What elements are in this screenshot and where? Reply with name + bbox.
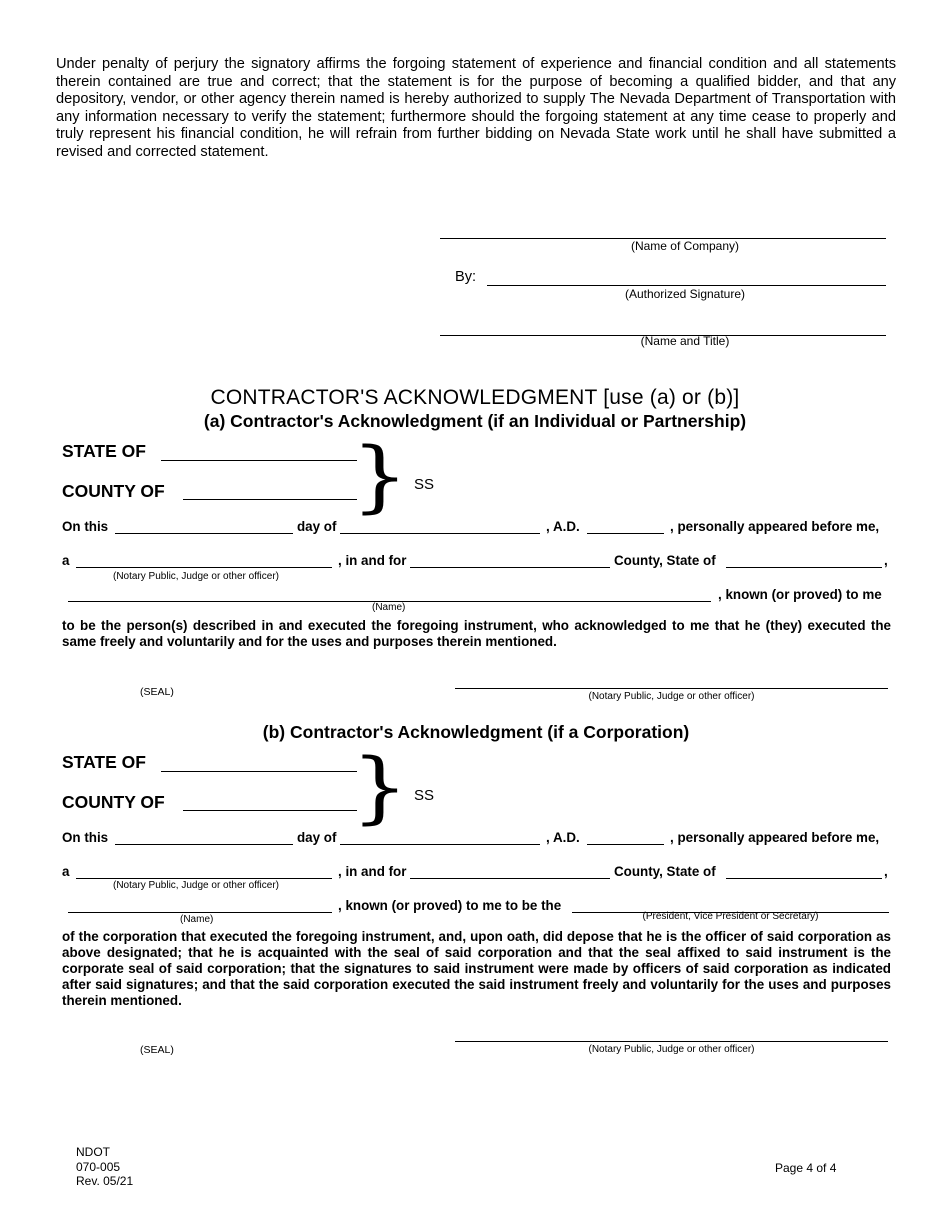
officer-caption: (Notary Public, Judge or other officer) — [113, 571, 280, 582]
a-label-b: a — [62, 864, 70, 879]
section-b-heading: (b) Contractor's Acknowledgment (if a Corporation) — [262, 722, 690, 742]
brace-icon-b: } — [351, 743, 409, 833]
on-this-label: On this — [62, 519, 109, 534]
state-of-label-b: STATE OF — [62, 752, 146, 772]
county-of-label-b: COUNTY OF — [62, 792, 165, 812]
name-caption-b: (Name) — [180, 914, 214, 925]
in-and-for-label-b: , in and for — [338, 864, 407, 879]
comma-b: , — [884, 864, 888, 879]
officer-caption-b: (Notary Public, Judge or other officer) — [113, 880, 280, 891]
name-title-caption: (Name and Title) — [640, 334, 730, 348]
intro-paragraph: Under penalty of perjury the signatory affirms the forgoing statement of experience and financial condition and all statements therein contained are true and correct; that the statement is for the purpose of becoming a qualified bidder, and that any depository, vendor, or other agency therein named is hereby authorized to supply The Nevada Department of Transportation with any information necessary to verify the statement; furthermore should the forgoing statement at any time cease to properly and truly represent his financial condition, he will refrain from further bidding on Nevada State work until he shall have submitted a revised and corrected statement. — [56, 56, 896, 160]
ad-label-b: , A.D. — [546, 830, 580, 845]
state-name-field[interactable] — [726, 567, 882, 568]
appeared-label: , personally appeared before me, — [670, 519, 880, 534]
footer-form-number: 070-005 — [76, 1160, 121, 1174]
a-label: a — [62, 553, 70, 568]
seal-a: (SEAL) — [140, 686, 174, 698]
day-field-b[interactable] — [115, 844, 293, 845]
state-field[interactable] — [161, 460, 357, 461]
by-label: By: — [455, 269, 477, 285]
month-field[interactable] — [340, 533, 540, 534]
company-caption: (Name of Company) — [630, 239, 740, 253]
name-field-b[interactable] — [68, 912, 332, 913]
county-state-of-label: County, State of — [614, 553, 716, 568]
acknowledgment-title: CONTRACTOR'S ACKNOWLEDGMENT [use (a) or (b)] — [210, 386, 740, 409]
in-and-for-label: , in and for — [338, 553, 407, 568]
authorized-signature-field[interactable] — [487, 285, 886, 286]
state-field-b[interactable] — [161, 771, 357, 772]
notary-signature-b[interactable] — [455, 1041, 888, 1042]
known-proved-label: , known (or proved) to me — [718, 587, 882, 602]
county-field[interactable] — [183, 499, 357, 500]
section-b-body: of the corporation that executed the foregoing instrument, and, upon oath, did depose that he is the officer of said corporation as above designated; that he is acquainted with the seal of said corporation and that the seal affixed to said instrument is the corporate seal of said corporation; that the signatures to said instrument were made by officers of said corporation as indicated after said signatures; and that the said corporation executed the said instrument freely and voluntarily for the uses and purposes therein mentioned. — [62, 929, 891, 1008]
county-name-field[interactable] — [410, 567, 610, 568]
county-field-b[interactable] — [183, 810, 357, 811]
day-field[interactable] — [115, 533, 293, 534]
signer-caption-a: (Notary Public, Judge or other officer) — [588, 691, 755, 702]
section-a-heading: (a) Contractor's Acknowledgment (if an Individual or Partnership) — [203, 411, 747, 431]
day-of-label: day of — [297, 519, 337, 534]
county-state-of-label-b: County, State of — [614, 864, 716, 879]
year-field[interactable] — [587, 533, 664, 534]
day-of-label-b: day of — [297, 830, 337, 845]
comma: , — [884, 553, 888, 568]
signer-caption-b: (Notary Public, Judge or other officer) — [588, 1044, 755, 1055]
state-of-label: STATE OF — [62, 441, 146, 461]
state-name-field-b[interactable] — [726, 878, 882, 879]
year-field-b[interactable] — [587, 844, 664, 845]
ss-label-b: SS — [414, 787, 435, 804]
officer-field[interactable] — [76, 567, 332, 568]
on-this-label-b: On this — [62, 830, 109, 845]
name-caption: (Name) — [372, 602, 406, 613]
section-a-body: to be the person(s) described in and executed the foregoing instrument, who acknowledged to me that he (they) executed the same freely and voluntarily and for the uses and purposes therein mentioned. — [62, 618, 891, 649]
brace-icon: } — [351, 432, 409, 522]
ad-label: , A.D. — [546, 519, 580, 534]
county-of-label: COUNTY OF — [62, 481, 165, 501]
page-number: Page 4 of 4 — [775, 1161, 837, 1175]
month-field-b[interactable] — [340, 844, 540, 845]
appeared-label-b: , personally appeared before me, — [670, 830, 880, 845]
notary-signature-a[interactable] — [455, 688, 888, 689]
signature-caption: (Authorized Signature) — [624, 287, 746, 301]
title-caption-b: (President, Vice President or Secretary) — [642, 911, 819, 922]
seal-b: (SEAL) — [140, 1044, 174, 1056]
ss-label: SS — [414, 476, 435, 493]
county-name-field-b[interactable] — [410, 878, 610, 879]
footer-revision: Rev. 05/21 — [76, 1174, 134, 1188]
known-proved-label-b: , known (or proved) to me to be the — [338, 898, 562, 913]
footer-agency: NDOT — [76, 1145, 110, 1159]
officer-field-b[interactable] — [76, 878, 332, 879]
